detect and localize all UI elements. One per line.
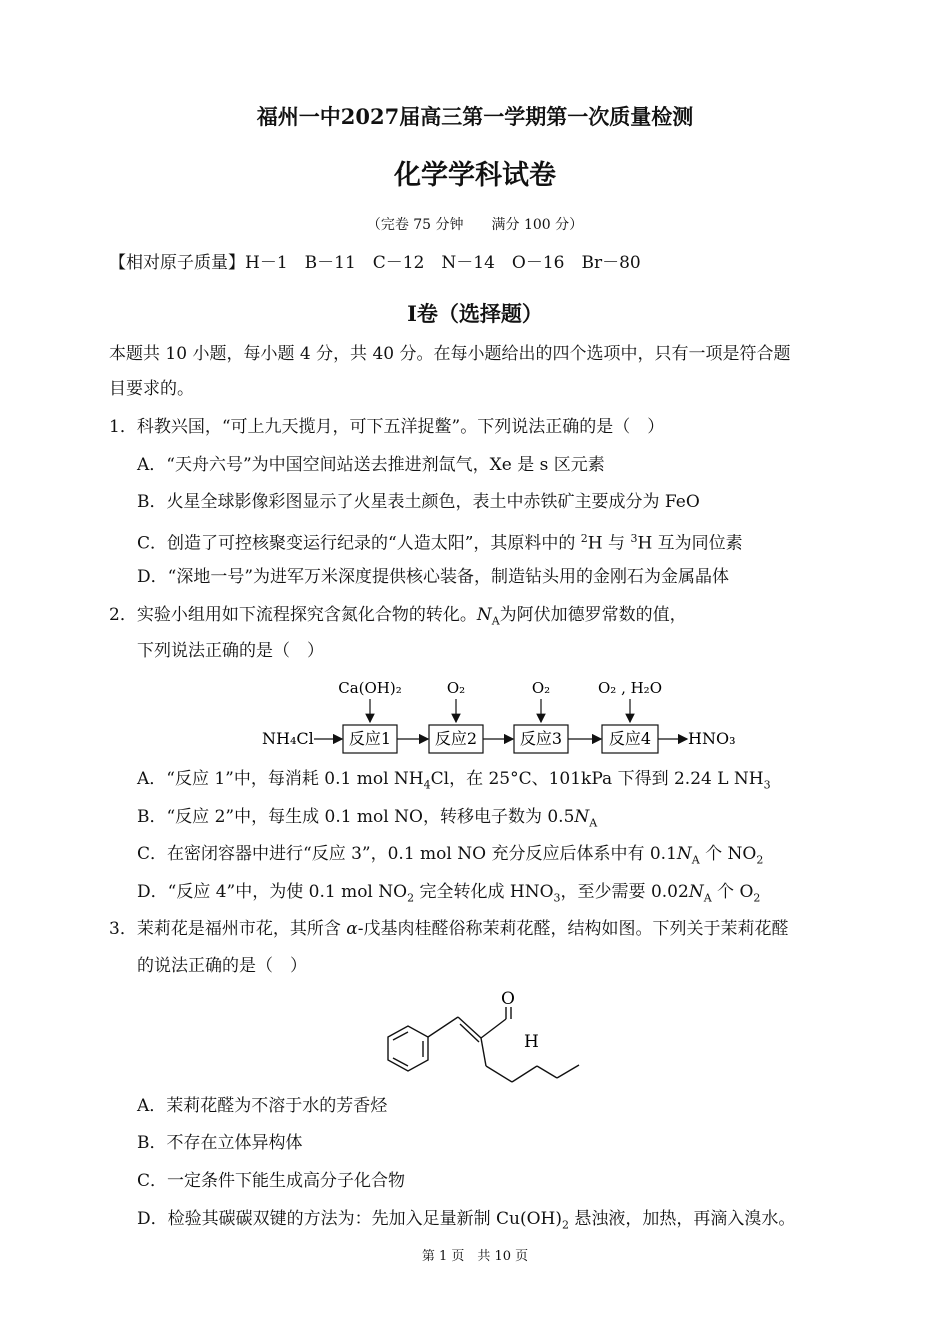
exam-title: 福州一中2027届高三第一学期第一次质量检测 (256, 104, 694, 129)
question-3-option-c: C．一定条件下能生成高分子化合物 (137, 1171, 406, 1191)
exam-info: （完卷 75 分钟 满分 100 分） (366, 217, 584, 233)
question-3-stem-cont: 的说法正确的是（ ） (137, 956, 307, 976)
reagent-1: Ca(OH)₂ (338, 679, 402, 697)
question-2-stem-cont: 下列说法正确的是（ ） (137, 641, 324, 661)
question-2-stem: 2．实验小组用如下流程探究含氮化合物的转化。$N_A$为阿伏加德罗常数的值， (109, 605, 687, 628)
flow-box-1-label: 反应1 (348, 729, 392, 748)
flow-box-2-label: 反应2 (434, 729, 478, 748)
section-instruction: 本题共 10 小题，每小题 4 分，共 40 分。在每小题给出的四个选项中，只有一项是符合题 (109, 344, 791, 364)
section-instruction-cont: 目要求的。 (109, 379, 194, 399)
question-1-option-d: D．“深地一号”为进军万米深度提供核心装备，制造钻头用的金刚石为金属晶体 (137, 567, 730, 587)
question-3-option-a: A．茉莉花醛为不溶于水的芳香烃 (137, 1096, 388, 1116)
question-2-option-a: A．“反应 1”中，每消耗 0.1 mol $NH_4Cl$，在 25°C、101kPa 下得到 2.24 L $NH_3$ (137, 769, 771, 792)
page-number: 第 1 页 共 10 页 (421, 1249, 529, 1264)
flow-end: HNO₃ (688, 729, 736, 748)
question-2-option-d: D．“反应 4”中，为使 0.1 mol $NO_2$ 完全转化成 $HNO_3$，至少需要 $0.02N_A$ 个 $O_2$ (137, 882, 761, 905)
question-3-option-b: B．不存在立体异构体 (137, 1133, 303, 1153)
flow-box-4-label: 反应4 (608, 729, 652, 748)
question-1-stem: 1．科教兴国，“可上九天揽月，可下五洋捉鳖”。下列说法正确的是（ ） (109, 417, 665, 437)
question-2-option-c: C．在密闭容器中进行“反应 3”，0.1 mol NO 充分反应后体系中有 $0.1N_A$ 个 $NO_2$ (137, 844, 764, 867)
jasminaldehyde-structure (380, 985, 600, 1085)
reaction-flow-diagram (250, 672, 750, 762)
hydrogen-label: H (524, 1032, 539, 1052)
flow-start: NH₄Cl (262, 729, 314, 748)
question-1-option-b: B．火星全球影像彩图显示了火星表土颜色，表土中赤铁矿主要成分为 FeO (137, 492, 700, 512)
question-3-option-d: D．检验其碳碳双键的方法为：先加入足量新制 $Cu(OH)_2$ 悬浊液，加热，再滴入溴水。 (137, 1209, 796, 1232)
reagent-3: O₂ (531, 679, 551, 697)
reagent-2: O₂ (446, 679, 466, 697)
atomic-mass-table: 【相对原子质量】H－1 B－11 C－12 N－14 O－16 Br－80 (109, 253, 641, 273)
flow-box-3-label: 反应3 (519, 729, 563, 748)
question-3-stem: 3．茉莉花是福州市花，其所含 α-戊基肉桂醛俗称茉莉花醛，结构如图。下列关于茉莉花醛 (109, 919, 789, 939)
question-1-option-a: A．“天舟六号”为中国空间站送去推进剂氙气，Xe 是 s 区元素 (137, 455, 605, 475)
question-2-option-b: B．“反应 2”中，每生成 0.1 mol NO，转移电子数为 $0.5N_A$ (137, 807, 598, 830)
section-title: I卷（选择题） (407, 301, 543, 326)
question-1-option-c: C．创造了可控核聚变运行纪录的“人造太阳”，其原料中的 $^2$H 与 $^3$H 互为同位素 (137, 532, 743, 554)
oxygen-label: O (501, 989, 515, 1009)
subject-title: 化学学科试卷 (394, 160, 556, 191)
reagent-4: O₂ , H₂O (597, 679, 663, 697)
